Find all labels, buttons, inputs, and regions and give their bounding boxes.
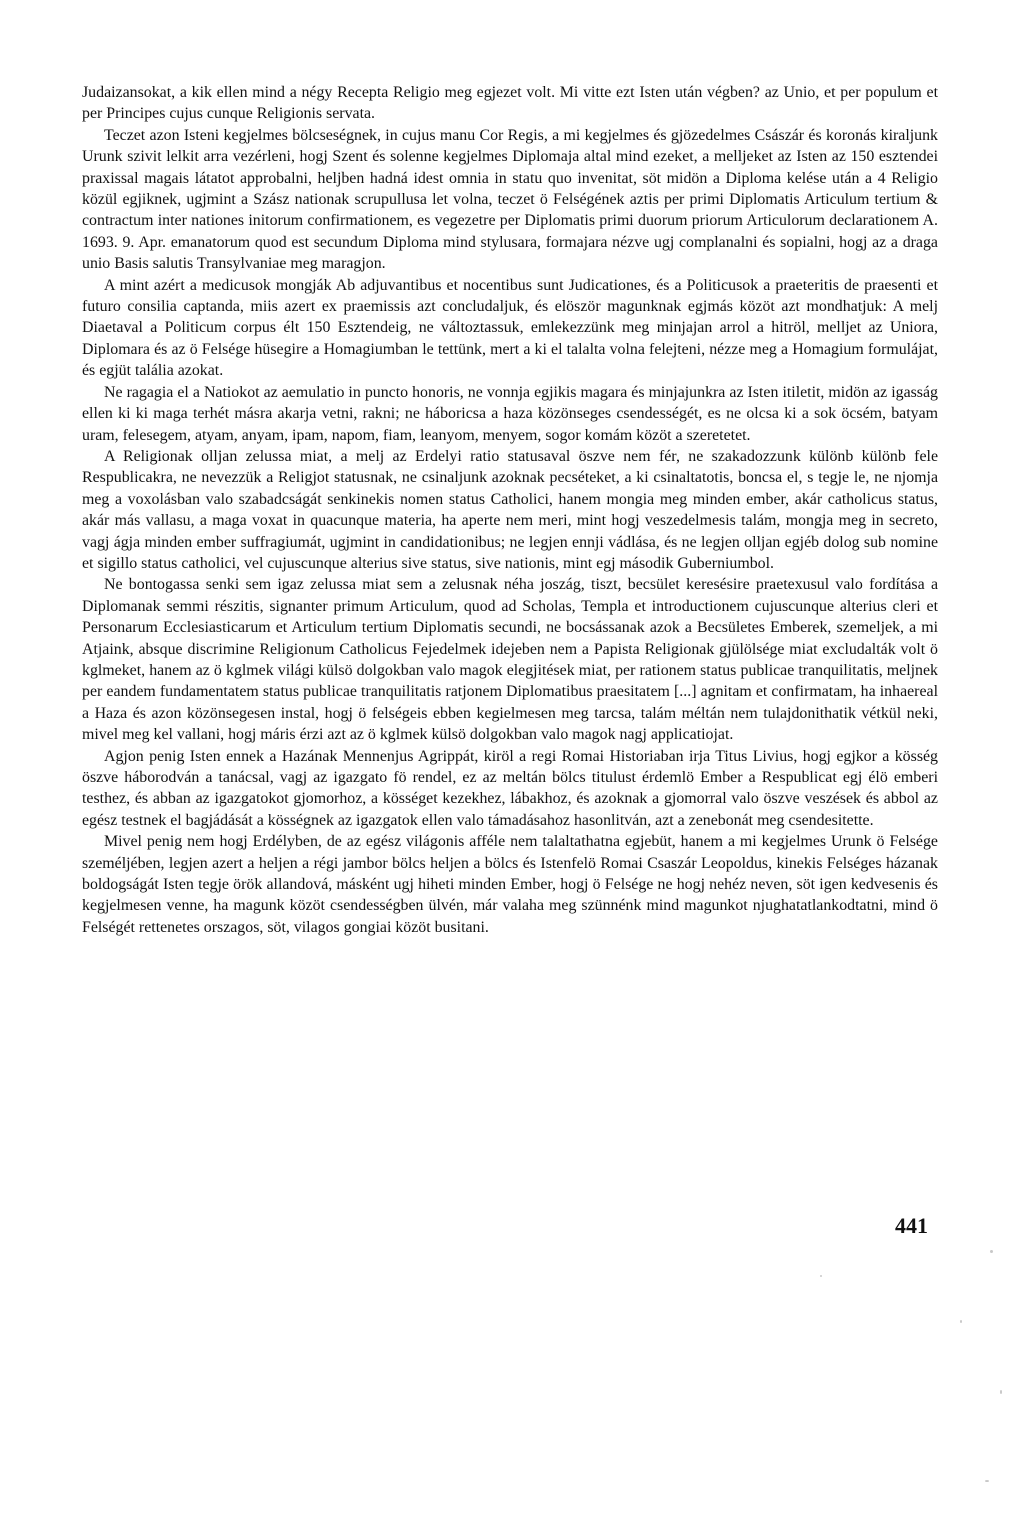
paragraph-2: Teczet azon Isteni kegjelmes bölcseségnek, in cujus manu Cor Regis, a mi kegjelmes és gjözedelmes Császár és koronás kiraljunk Urunk szivit lelkit arra vezérleni, hogj Szent és solenne kegjelmes Diplomaja altal mind ezeket, a melljeket az Isten az 150 esztendei praxissal magais látatot approbalni, heljben hadná idest omnia in statu quo invenitat, söt midön a Diploma kelése után a 4 Religio közül egjiknek, ugjmint a Szász nationak scrupullusa let volna, teczet ö Felségének aztis per primi Diplomatis Articulum tertium & contractum inter nationes initorum confirmationem, es vegezetre per Diplomatis primi duorum priorum Articulorum declarationem A. 1693. 9. Apr. emanatorum quod est secundum Diploma mind stylusara, formajara nézve ugj complanalni és sopialni, hogj az a draga unio Basis salutis Transylvaniae meg maragjon. bbox=[82, 126, 938, 273]
scan-speck bbox=[1000, 1390, 1002, 1394]
paragraph-4: Ne ragagia el a Natiokot az aemulatio in puncto honoris, ne vonnja egjikis magara és minjajunkra az Isten itiletit, midön az igasság ellen ki ki maga terhét másra akarja vetni, rakni; ne háboricsa a haza közönseges csendességét, es ne olcsa ki a sok öcsém, batyam uram, felesegem, atyam, anyam, ipam, napom, fiam, leanyom, menyem, sogor komám közöt a szeretetet. bbox=[82, 383, 938, 444]
paragraph-3: A mint azért a medicusok mongják Ab adjuvantibus et nocentibus sunt Judicationes, és a Politicusok a praeteritis de praesenti et futuro consilia captanda, miis azert ex praemissis azt concludaljuk, és elöször magunknak egjmás közöt azt mondhatjuk: A melj Diaetaval a Politicum corpus élt 150 Esztendeig, ne változtassuk, emlekezzünk meg minjajan arrol a hitröl, melljet az Uniora, Diplomara és az ö Felsége hüsegire a Homagiumban le tettünk, mert a ki el talalta volna felejteni, nézze meg a Homagium formulájat, és egjüt talália azokat. bbox=[82, 276, 938, 380]
scan-speck bbox=[960, 1320, 962, 1323]
paragraph-7: Agjon penig Isten ennek a Hazának Mennenjus Agrippát, kiröl a regi Romai Historiaban irja Titus Livius, hogj egjkor a kösség öszve háborodván a tanácsal, vagj az igazgato fö rendel, ez az meltán bölcs titulust érdemlö Ember a Respublicat egj élö emberi testhez, és abban az igazgatokot gjomorhoz, a kösséget kezekhez, lábakhoz, és azoknak a gjomorral valo öszve veszések és abbol az egész testnek el bagjádását a kösségnek az igazgatok ellen valo támadásahoz hasonlitván, azt a zenebonát meg csendesitette. bbox=[82, 747, 938, 829]
paragraph-5: A Religionak olljan zelussa miat, a melj az Erdelyi ratio statusaval öszve nem fér, ne szakadozzunk különb különb fele Respublicakra, ne nevezzük a Religjot statusnak, ne csinaljunk azoknak pecséteket, a ki csinaltatotis, boncsa el, s tegje le, ne njomja meg a voxolásban valo szabadcságát senkinekis nomen status Catholici, hanem mongia meg minden ember, akár catholicus status, akár más vallasu, a maga voxat in quacunque materia, ha aperte nem meri, mint hogj veszedelmesis talám, mongja meg in secreto, vagj ágja minden ember suffragiumát, ugjmint in candidationibus; ne legjen ennji vádlása, és ne legjen olljan egjéb dolog sub nomine et sigillo status catholici, vel cujuscunque alterius sive status, sive nationis, mint egj második Guberniumbol. bbox=[82, 447, 938, 572]
document-body bbox=[82, 82, 938, 938]
scan-speck bbox=[820, 1275, 822, 1277]
page-number: 441 bbox=[895, 1213, 928, 1238]
scan-speck bbox=[985, 1480, 989, 1482]
paragraph-1: Judaizansokat, a kik ellen mind a négy Recepta Religio meg egjezet volt. Mi vitte ezt Isten után végben? az Unio, et per populum et per Principes cujus cunque Religionis servata. bbox=[82, 84, 938, 123]
paragraph-8: Mivel penig nem hogj Erdélyben, de az egész világonis afféle nem talaltathatna egjebüt, hanem a mi kegjelmes Urunk ö Felsége személjében, legjen azert a heljen a régi jambor bölcs heljen a bölcs és Istenfelö Romai Csaszár Leopoldus, kinekis Felséges házanak boldogságát Isten tegje örök allandová, másként ugj hiheti minden Ember, hogj ö Felsége ne hogj nehéz neven, söt igen kedvesenis és kegjelmesen venne, ha magunk közöt csendességben ülvén, már valaha meg szünnénk mind magunkot njughatatlankodtatni, mind ö Felségét rettenetes orszagos, söt, vilagos gongiai közöt busitani. bbox=[82, 833, 938, 936]
scan-speck bbox=[990, 1250, 993, 1253]
paragraph-6: Ne bontogassa senki sem igaz zelussa miat sem a zelusnak néha joszág, tiszt, becsület keresésire praetexusul valo fordítása a Diplomanak semmi részitis, signanter primum Articulum, quod ad Scholas, Templa et introductionem cujuscunque alterius cleri et Personarum Ecclesiasticarum et Articulum tertium Diplomatis secundi, ne bocsássanak azok a Becsületes Emberek, szemeljek, a mi Atjaink, absque discrimine Religionum Catholicus Fejedelmek idejeben nem a Papista Religionak gjülölsége miat excludalták volt ö kglmeket, hanem az ö kglmek világi külsö dolgokban valo magok elegjitések miat, per rationem status publicae tranquilitatis, meljnek per eandem fundamentatem status publicae tranquilitatis ratjonem Diplomatibus praesitatem [...] agnitam et confirmatam, ha inhaereal a Haza és azon közönsegesen instal, hogj ö felségeis ebben kegielmesen meg tarcsa, talám méltán nem tulajdonithatik vétkül neki, mivel meg kel vallani, hogj máris érzi azt az ö kglmek külsö dolgokban valo magok nagj applicatiojat. bbox=[82, 576, 938, 744]
